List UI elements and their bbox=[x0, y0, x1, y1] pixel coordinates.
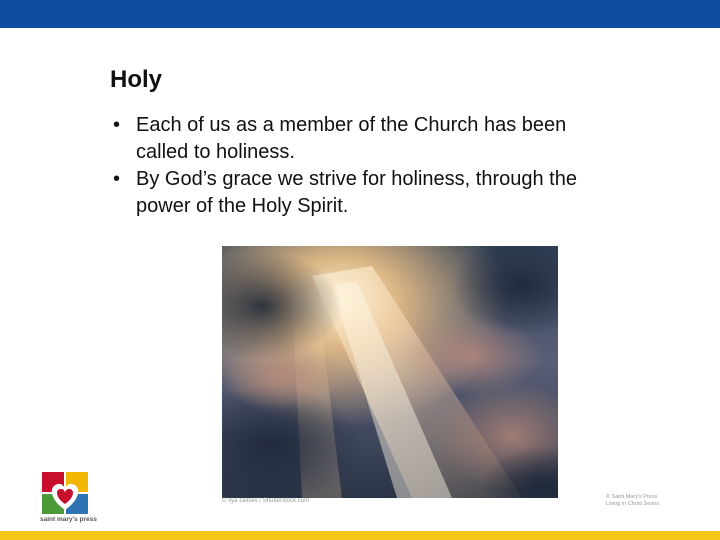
bullet-symbol: • bbox=[113, 114, 121, 136]
sky-light-photo bbox=[222, 246, 558, 498]
copyright-notice: © Saint Mary’s Press Living in Christ Series bbox=[606, 494, 660, 507]
top-banner bbox=[0, 0, 720, 28]
bullet-text: Each of us as a member of the Church has been called to holiness. bbox=[136, 114, 567, 163]
logo-caption: saint mary's press bbox=[40, 516, 97, 523]
bullet-text: By God’s grace we strive for holiness, through the power of the Holy Spirit. bbox=[136, 168, 577, 217]
bullet-item bbox=[110, 166, 610, 220]
bullet-symbol: • bbox=[113, 168, 121, 190]
slide-title: Holy bbox=[110, 66, 163, 93]
bullet-list bbox=[110, 112, 610, 220]
bullet-item bbox=[110, 112, 610, 166]
bottom-banner bbox=[0, 531, 720, 540]
saint-marys-press-logo bbox=[40, 470, 97, 526]
photo-credit: © Ilya zaitsev / Shutterstock.com bbox=[222, 498, 310, 504]
